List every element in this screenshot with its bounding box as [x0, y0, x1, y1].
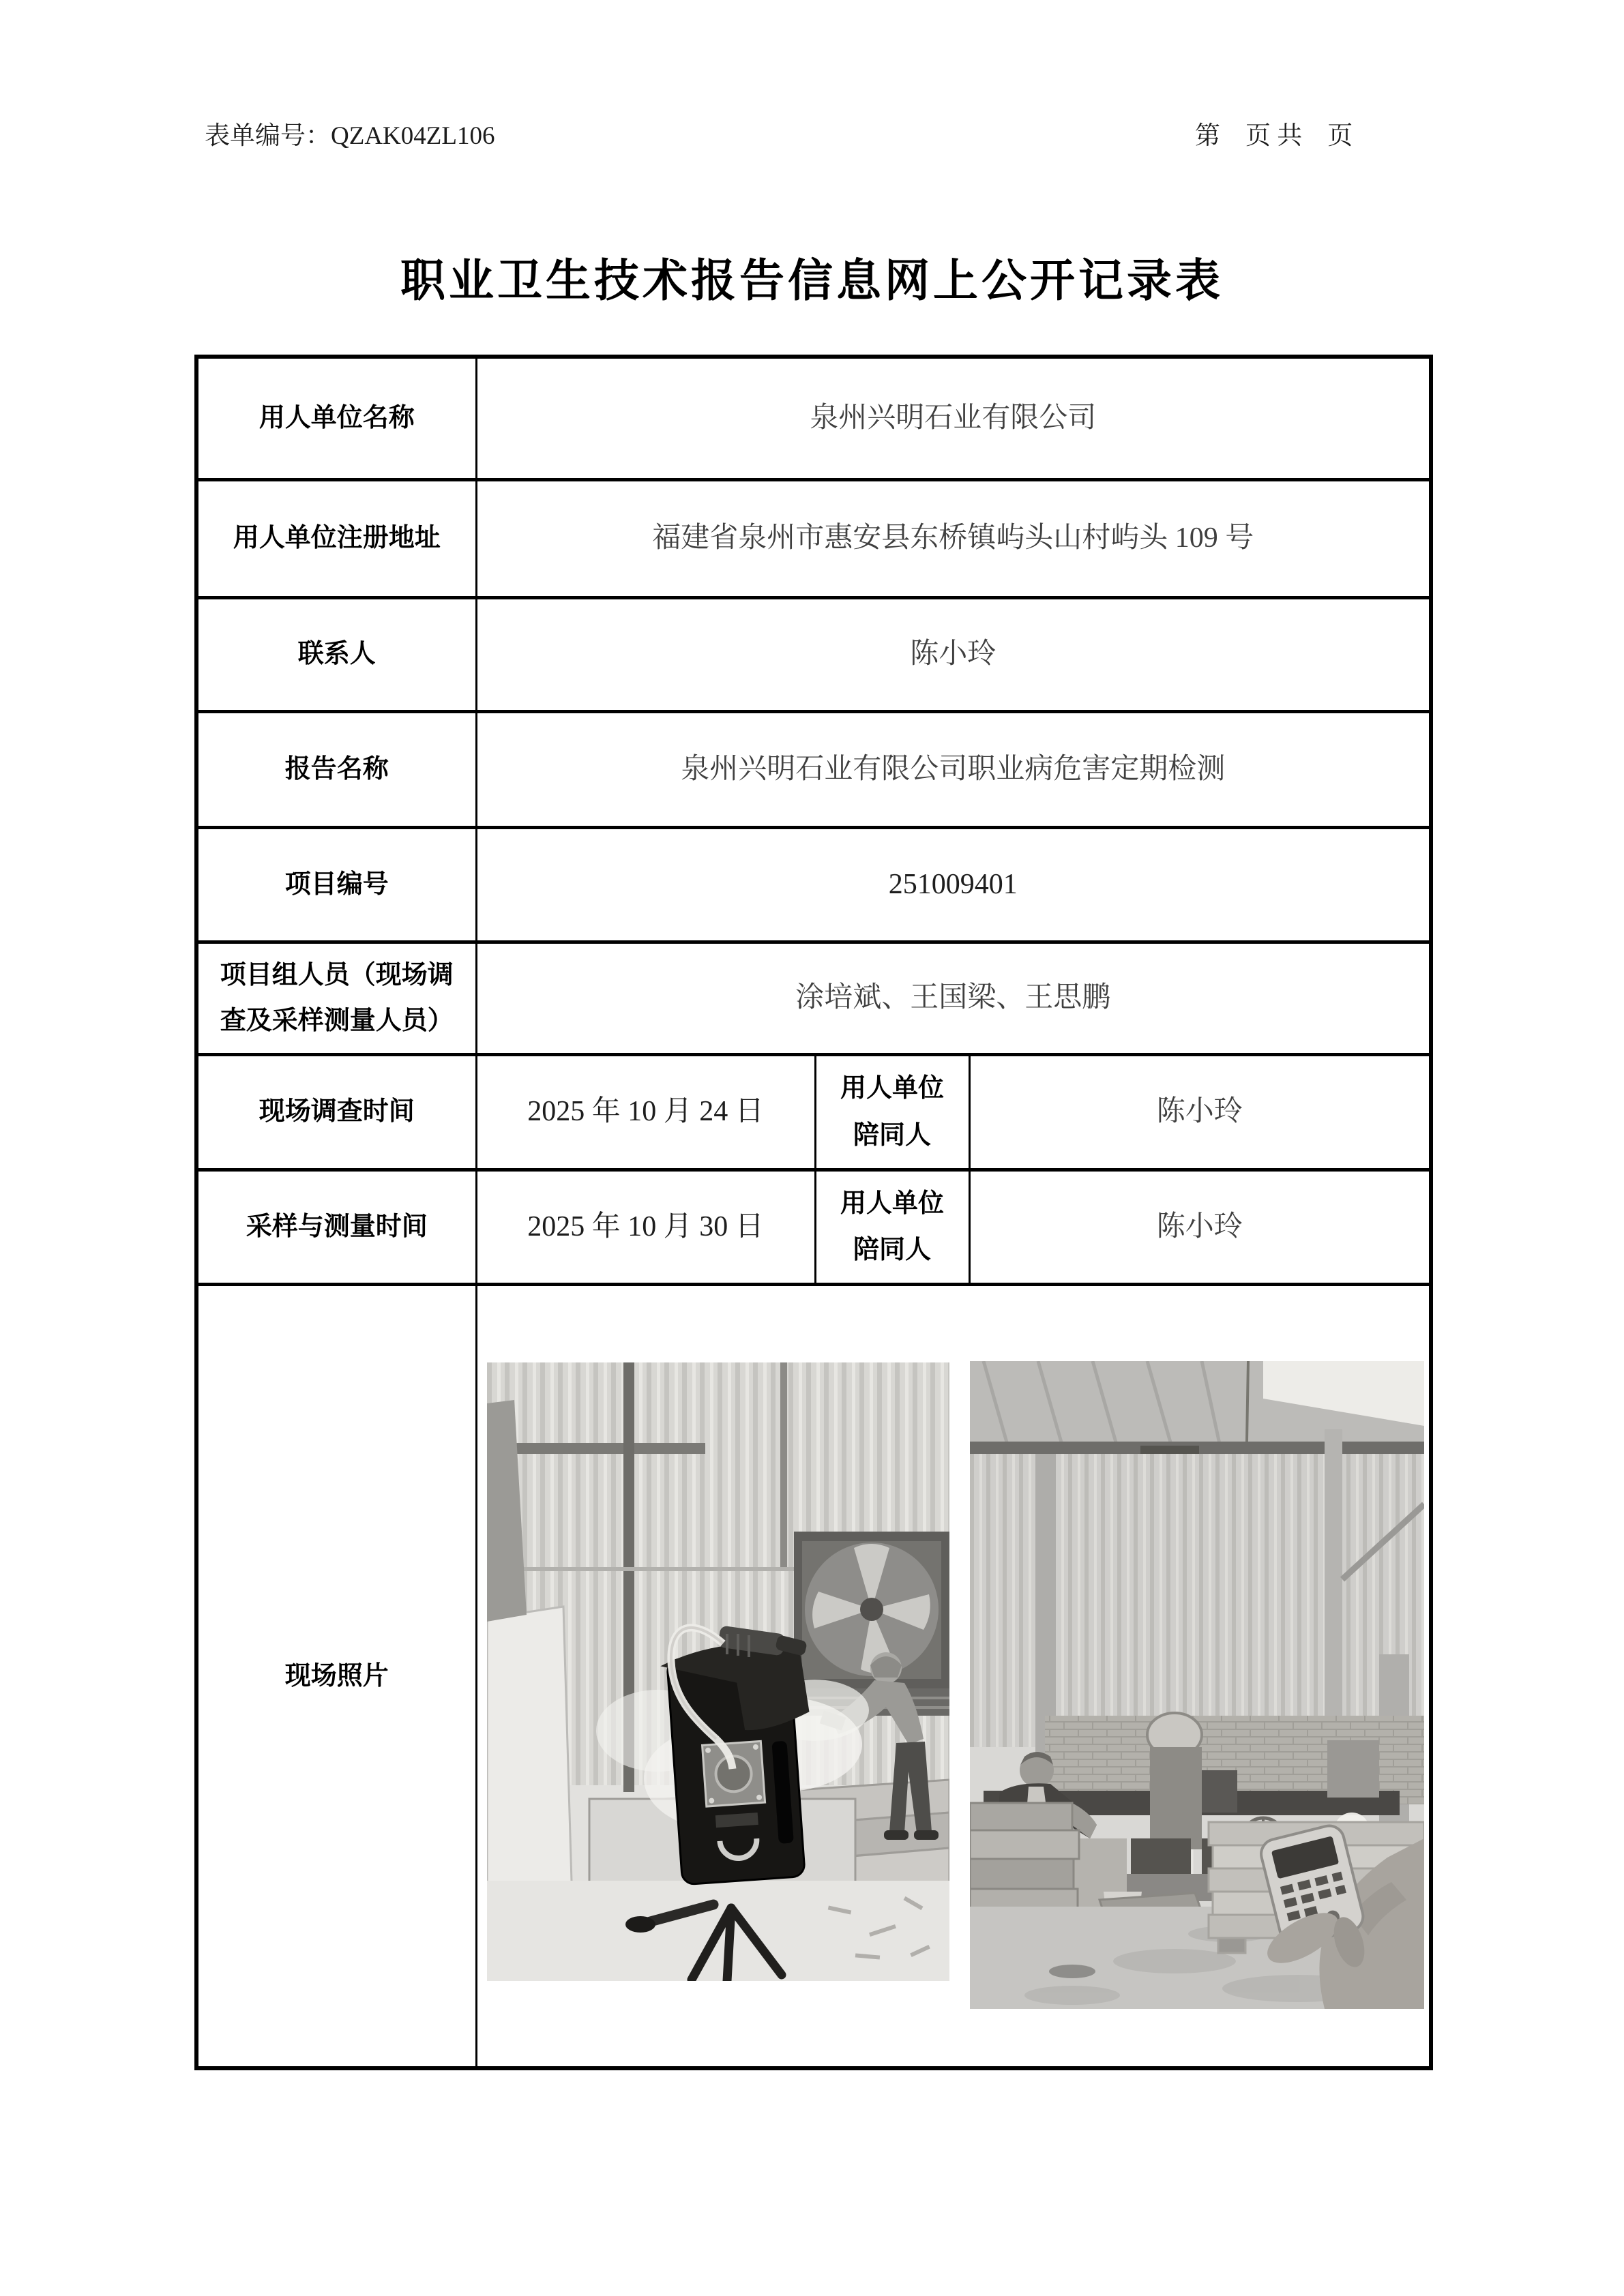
- sampling-date: 2025 年 10 月 30 日: [476, 1169, 815, 1284]
- row-registered-address: [196, 479, 1431, 597]
- survey-companion-label: [815, 1054, 969, 1169]
- handheld-meter-photo-illustration: [970, 1361, 1424, 2009]
- site-photos-cell: [476, 1284, 1431, 2068]
- site-photo-right: [970, 1361, 1424, 2009]
- row-project-team: [196, 942, 1431, 1054]
- contact-person-value: 陈小玲: [476, 597, 1431, 711]
- project-team-label: [196, 942, 476, 1054]
- sampling-companion-name: 陈小玲: [969, 1169, 1431, 1284]
- page-title: 职业卫生技术报告信息网上公开记录表: [400, 256, 1224, 306]
- project-team-label-text: 项目组人员（现场调查及采样测量人员）: [220, 961, 454, 1035]
- row-project-number: [196, 827, 1431, 942]
- row-employer-name: [196, 357, 1431, 479]
- form-code: 表单编号：QZAK04ZL106: [205, 122, 495, 150]
- row-contact-person: [196, 597, 1431, 711]
- report-name-value: 泉州兴明石业有限公司职业病危害定期检测: [476, 711, 1431, 827]
- employer-name-label: 用人单位名称: [196, 357, 476, 479]
- site-survey-time-label: 现场调查时间: [196, 1054, 476, 1169]
- employer-name-value: 泉州兴明石业有限公司: [476, 357, 1431, 479]
- survey-companion-name: 陈小玲: [969, 1054, 1431, 1169]
- registered-address-value: 福建省泉州市惠安县东桥镇屿头山村屿头 109 号: [476, 479, 1431, 597]
- contact-person-label: 联系人: [196, 597, 476, 711]
- site-photos-label: 现场照片: [196, 1284, 476, 2068]
- site-photo-left: [487, 1362, 949, 1981]
- site-survey-date: 2025 年 10 月 24 日: [476, 1054, 815, 1169]
- dust-sampling-photo-illustration: [487, 1362, 949, 1981]
- project-number-value: 251009401: [476, 827, 1431, 942]
- sampling-companion-label: [815, 1169, 969, 1284]
- survey-companion-label-text: 用人单位陪同人: [840, 1074, 945, 1150]
- registered-address-label: 用人单位注册地址: [196, 479, 476, 597]
- row-report-name: [196, 711, 1431, 827]
- record-table: [194, 355, 1433, 2070]
- sampling-time-label: 采样与测量时间: [196, 1169, 476, 1284]
- project-number-label: 项目编号: [196, 827, 476, 942]
- sampling-companion-label-text: 用人单位陪同人: [840, 1189, 945, 1264]
- row-site-photos: [196, 1284, 1431, 2068]
- report-name-label: 报告名称: [196, 711, 476, 827]
- row-site-survey-time: [196, 1054, 1431, 1169]
- project-team-value: 涂培斌、王国梁、王思鹏: [476, 942, 1431, 1054]
- row-sampling-time: [196, 1169, 1431, 1284]
- page-number-marker: 第 页 共 页: [1195, 122, 1353, 150]
